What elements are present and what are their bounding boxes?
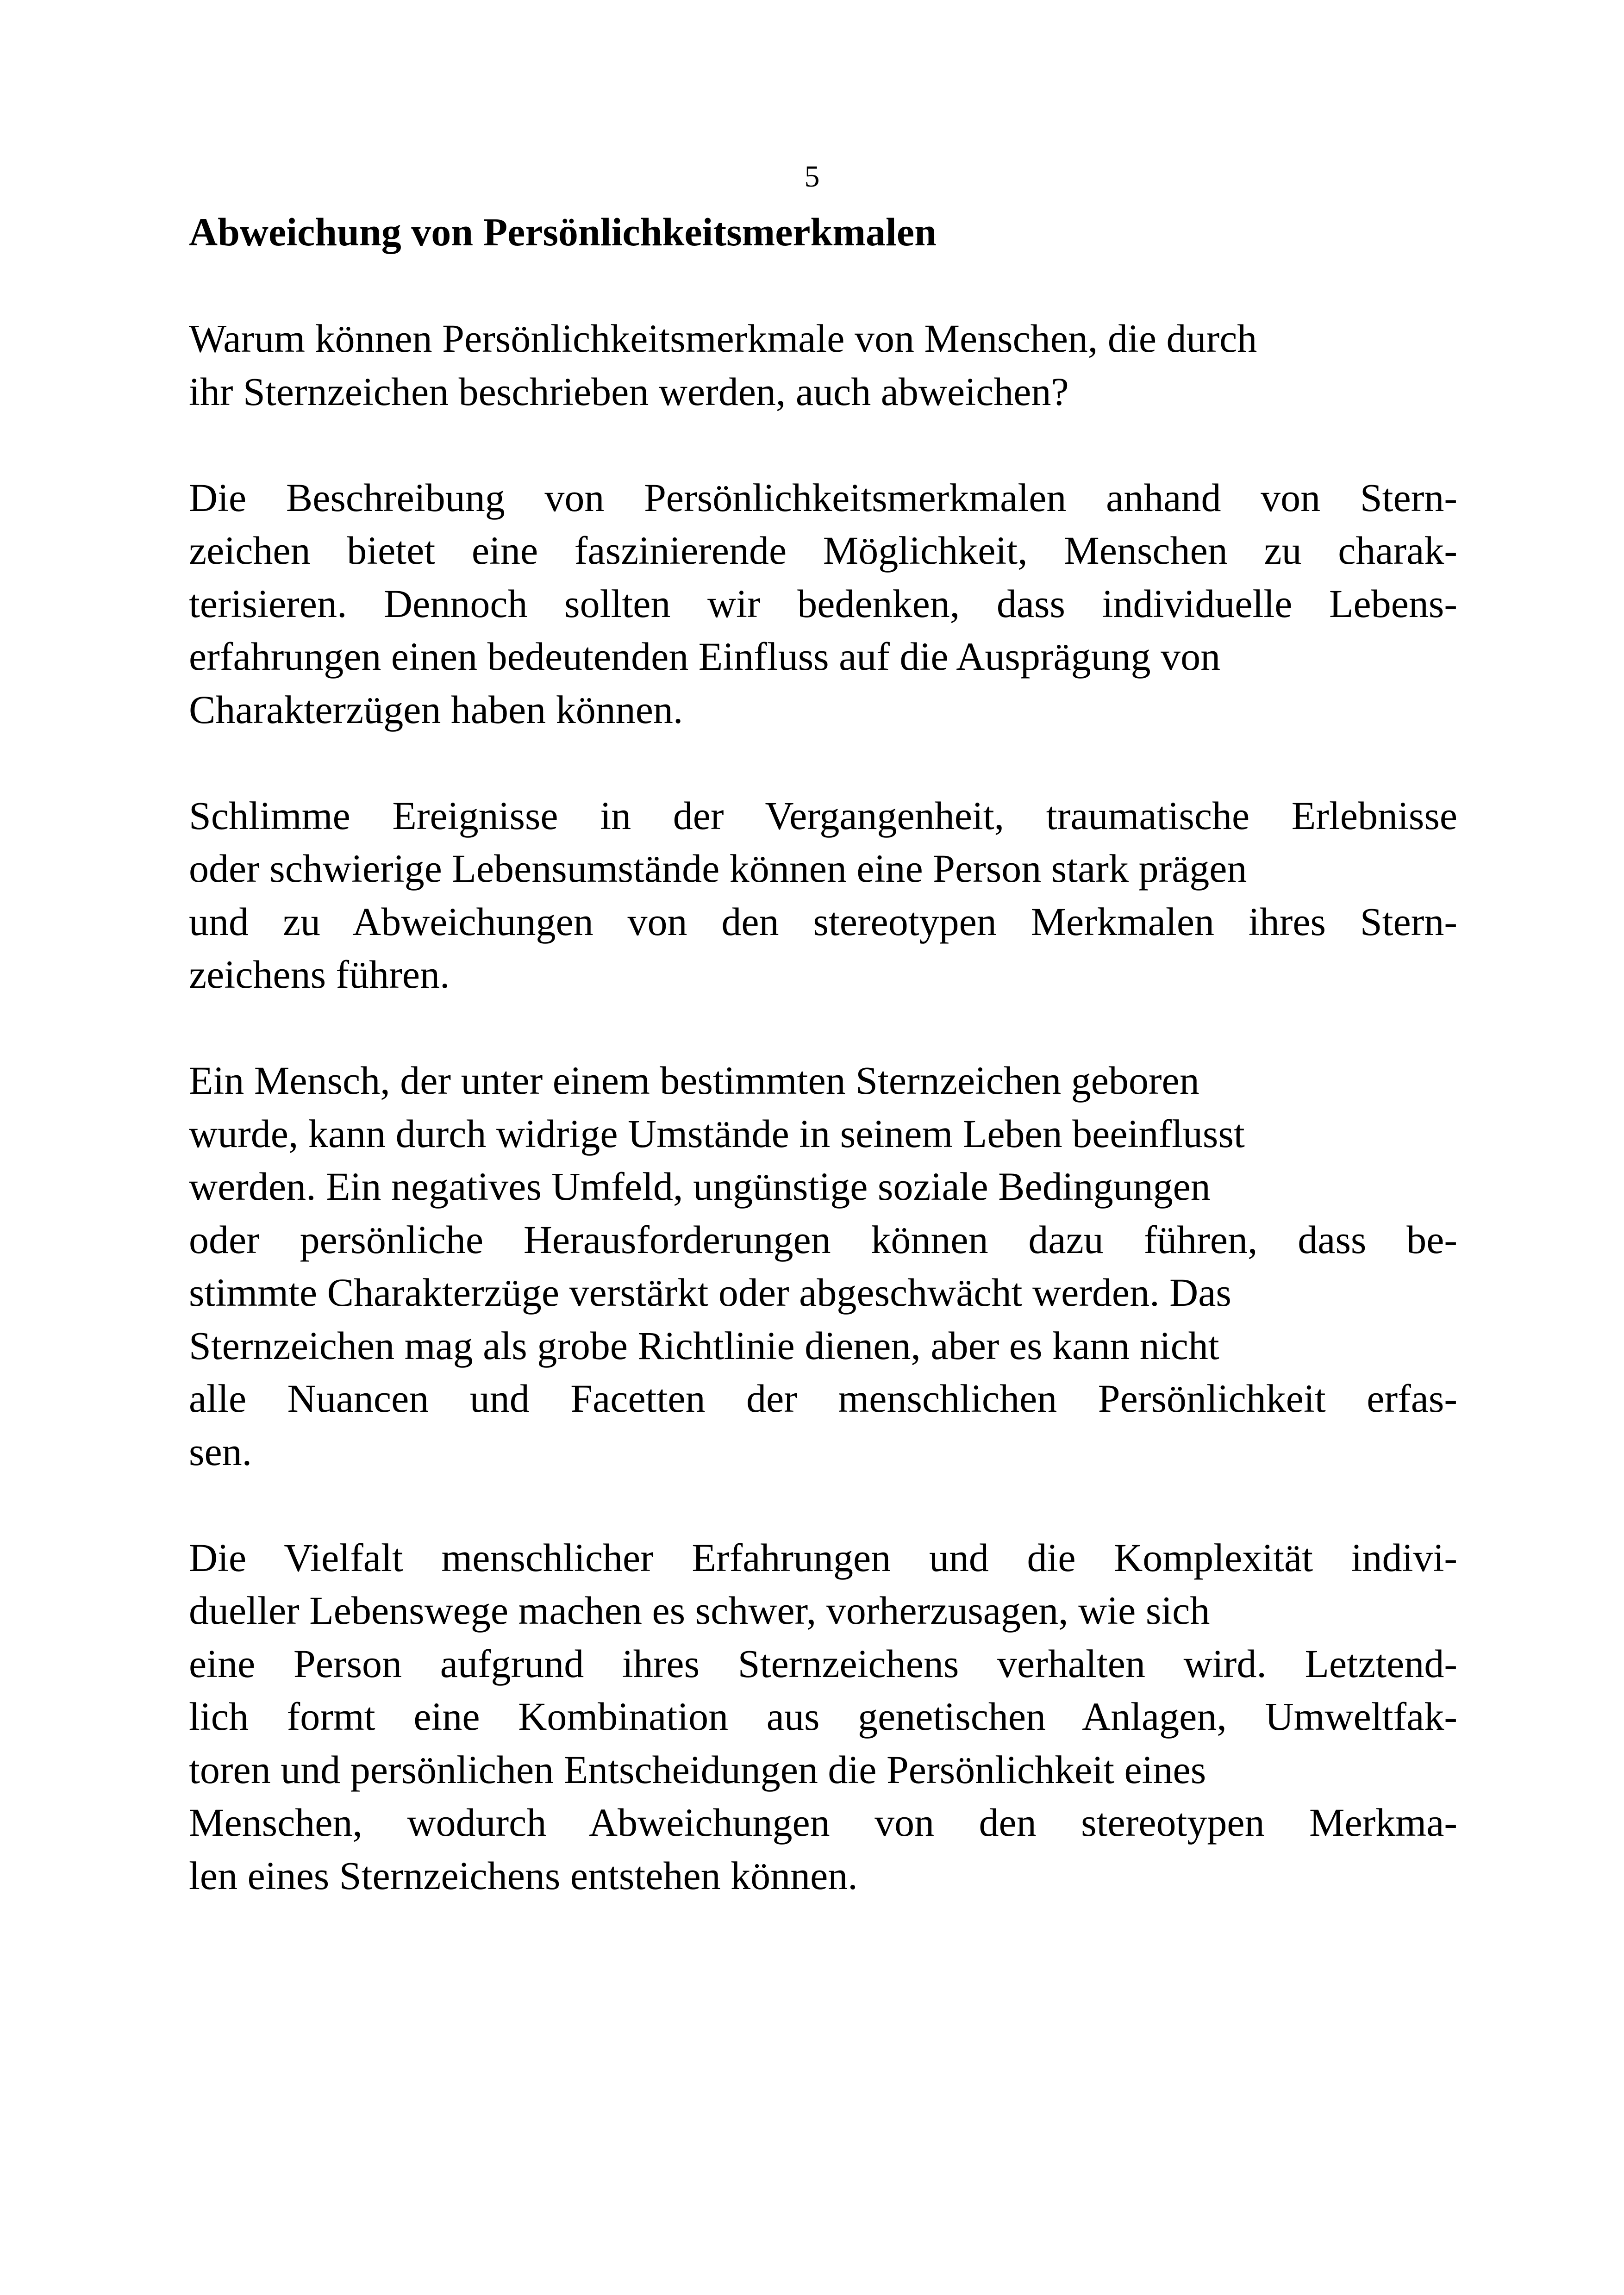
paragraph-line: eine Person aufgrund ihres Sternzeichens verhalten wird. Letztend- xyxy=(189,1641,1457,1686)
paragraph-line: Die Vielfalt menschlicher Erfahrungen und die Komplexität indivi- xyxy=(189,1535,1457,1580)
paragraph-line: terisieren. Dennoch sollten wir bedenken, dass individuelle Lebens- xyxy=(189,581,1457,626)
paragraph-diversity xyxy=(189,1531,1457,1902)
paragraph-line: Ein Mensch, der unter einem bestimmten Sternzeichen geboren xyxy=(189,1058,1199,1103)
paragraph-line: zeichens führen. xyxy=(189,952,450,997)
paragraph-question xyxy=(189,312,1457,418)
paragraph-line: erfahrungen einen bedeutenden Einfluss auf die Ausprägung von xyxy=(189,634,1221,679)
paragraph-line: wurde, kann durch widrige Umstände in seinem Leben beeinflusst xyxy=(189,1111,1245,1156)
paragraph-line: oder persönliche Herausforderungen können dazu führen, dass be- xyxy=(189,1217,1457,1262)
paragraph-events xyxy=(189,789,1457,1001)
paragraph-line: zeichen bietet eine faszinierende Möglichkeit, Menschen zu charak- xyxy=(189,528,1457,573)
paragraph-line: werden. Ein negatives Umfeld, ungünstige soziale Bedingungen xyxy=(189,1164,1211,1209)
paragraph-line: Die Beschreibung von Persönlichkeitsmerkmalen anhand von Stern- xyxy=(189,475,1457,520)
paragraph-line: Warum können Persönlichkeitsmerkmale von Menschen, die durch xyxy=(189,316,1257,361)
paragraph-line: toren und persönlichen Entscheidungen die Persönlichkeit eines xyxy=(189,1747,1206,1792)
paragraph-line: len eines Sternzeichens entstehen können. xyxy=(189,1853,858,1898)
paragraph-line: oder schwierige Lebensumstände können eine Person stark prägen xyxy=(189,846,1247,891)
paragraph-line: und zu Abweichungen von den stereotypen Merkmalen ihres Stern- xyxy=(189,899,1457,944)
page-number: 5 xyxy=(804,160,820,193)
paragraph-line: Menschen, wodurch Abweichungen von den stereotypen Merkma- xyxy=(189,1800,1457,1845)
paragraph-description xyxy=(189,471,1457,736)
paragraph-line: ihr Sternzeichen beschrieben werden, auch abweichen? xyxy=(189,369,1069,414)
paragraph-line: stimmte Charakterzüge verstärkt oder abgeschwächt werden. Das xyxy=(189,1270,1231,1315)
paragraph-circumstances xyxy=(189,1054,1457,1478)
section-heading: Abweichung von Persönlichkeitsmerkmalen xyxy=(189,210,937,254)
paragraph-line: sen. xyxy=(189,1429,252,1474)
paragraph-line: alle Nuancen und Facetten der menschlichen Persönlichkeit erfas- xyxy=(189,1376,1457,1421)
paragraph-line: dueller Lebenswege machen es schwer, vorherzusagen, wie sich xyxy=(189,1588,1210,1633)
paragraph-line: Charakterzügen haben können. xyxy=(189,687,683,732)
paragraph-line: lich formt eine Kombination aus genetischen Anlagen, Umweltfak- xyxy=(189,1694,1457,1739)
paragraph-line: Sternzeichen mag als grobe Richtlinie dienen, aber es kann nicht xyxy=(189,1323,1219,1368)
paragraph-line: Schlimme Ereignisse in der Vergangenheit, traumatische Erlebnisse xyxy=(189,793,1457,838)
page-content xyxy=(189,204,1457,1902)
